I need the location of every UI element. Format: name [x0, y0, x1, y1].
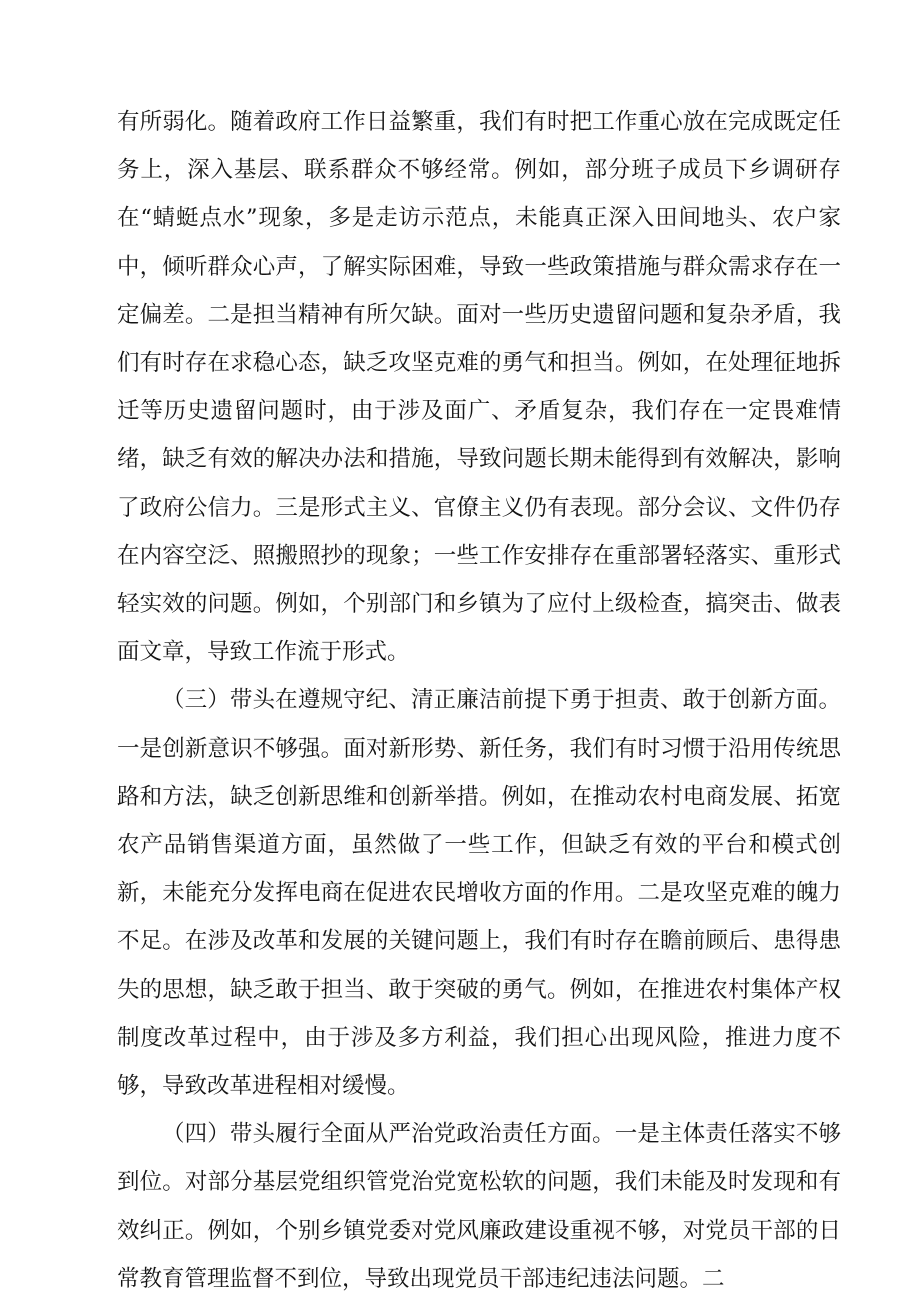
- paragraph-section-three: （三）带头在遵规守纪、清正廉洁前提下勇于担责、敢于创新方面。一是创新意识不够强。面对新形势、新任务，我们有时习惯于沿用传统思路和方法，缺乏创新思维和创新举措。例如，在推动农村电商发展、拓宽农产品销售渠道方面，虽然做了一些工作，但缺乏有效的平台和模式创新，未能充分发挥电商在促进农民增收方面的作用。二是攻坚克难的魄力不足。在涉及改革和发展的关键问题上，我们有时存在瞻前顾后、患得患失的思想，缺乏敢于担当、敢于突破的勇气。例如，在推进农村集体产权制度改革过程中，由于涉及多方利益，我们担心出现风险，推进力度不够，导致改革进程相对缓慢。: [117, 687, 841, 1100]
- paragraph-section-four: （四）带头履行全面从严治党政治责任方面。一是主体责任落实不够到位。对部分基层党组织管党治党宽松软的问题，我们未能及时发现和有效纠正。例如，个别乡镇党委对党风廉政建设重视不够，对党员干部的日常教育管理监督不到位，导致出现党员干部违纪违法问题。二: [117, 1121, 841, 1292]
- document-body: [117, 98, 841, 1303]
- paragraph-continuation: 有所弱化。随着政府工作日益繁重，我们有时把工作重心放在完成既定任务上，深入基层、联系群众不够经常。例如，部分班子成员下乡调研存在“蜻蜓点水”现象，多是走访示范点，未能真正深入田间地头、农户家中，倾听群众心声，了解实际困难，导致一些政策措施与群众需求存在一定偏差。二是担当精神有所欠缺。面对一些历史遗留问题和复杂矛盾，我们有时存在求稳心态，缺乏攻坚克难的勇气和担当。例如，在处理征地拆迁等历史遗留问题时，由于涉及面广、矛盾复杂，我们存在一定畏难情绪，缺乏有效的解决办法和措施，导致问题长期未能得到有效解决，影响了政府公信力。三是形式主义、官僚主义仍有表现。部分会议、文件仍存在内容空泛、照搬照抄的现象；一些工作安排存在重部署轻落实、重形式轻实效的问题。例如，个别部门和乡镇为了应付上级检查，搞突击、做表面文章，导致工作流于形式。: [117, 109, 841, 666]
